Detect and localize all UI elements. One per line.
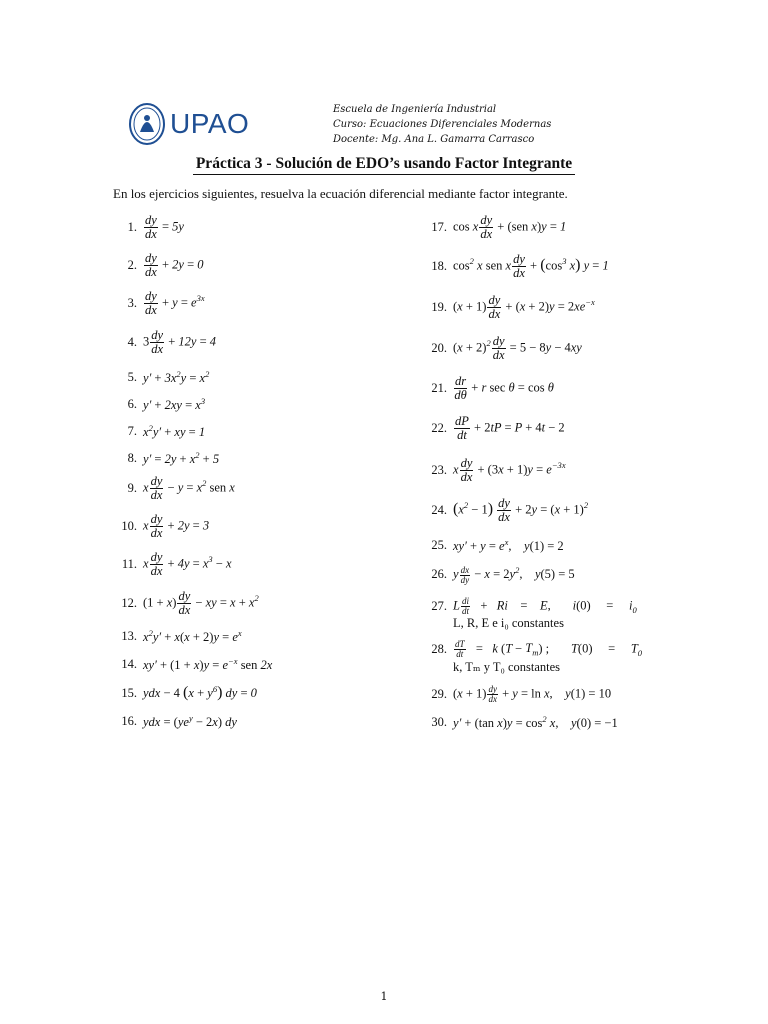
exercise-11: 11. x $\frac{dy}{dx}$ + $4y = x^3 - x$ <box>121 550 232 578</box>
page-title: Práctica 3 - Solución de EDO’s usando Factor Integrante <box>0 155 768 173</box>
exercise-25: 25. $xy' + y = e^x$, y(1) = 2 <box>431 537 564 554</box>
exercise-16: 16. ydx = $(ye^y - 2x)$ dy <box>121 713 237 730</box>
exercise-6: 6. $y' + 2xy = x^3$ <box>127 396 206 413</box>
exercise-8: 8. $y' = 2y + x^2 + 5$ <box>127 450 220 467</box>
exercise-22: 22. $\frac{dP}{dt}$ + 2tP = P + 4t − 2 <box>431 414 565 442</box>
exercise-13: 13. $x^2y' + x(x + 2)y = e^x$ <box>121 628 242 645</box>
exercise-27-constants: L, R, E e i₀ constantes <box>453 616 564 630</box>
exercise-29: 29. (x + 1) $\frac{dy}{dx}$ + y = ln x, y(1) = 10 <box>431 684 612 704</box>
exercise-21: 21. $\frac{dr}{d\theta}$ + r sec θ = cos θ <box>431 374 554 402</box>
exercise-7: 7. $x^2y'$ + xy = 1 <box>127 423 206 440</box>
header-info <box>333 102 551 147</box>
exercise-23: 23. x $\frac{dy}{dx}$ + $(3x + 1)y = e^{-3x}$ <box>431 456 566 484</box>
university-seal-icon <box>128 102 168 146</box>
upao-logo <box>128 102 249 146</box>
exercise-15: 15. ydx − 4 $(x + y^6)$ dy = 0 <box>121 684 257 702</box>
exercise-9: 9. x $\frac{dy}{dx}$ − $y = x^2$ sen x <box>127 474 235 502</box>
school-name: Escuela de Ingeniería Industrial <box>333 104 497 115</box>
exercise-1: 1. $\frac{dy}{dx}$ = 5y <box>127 213 184 241</box>
exercise-28: 28. $\frac{dT}{dt}$ = k $(T - T_m)$ ; T(0) = $T_0$ k, Tₘ y T₀ constantes <box>431 639 643 674</box>
page-number: 1 <box>380 990 388 1003</box>
exercise-19: 19. (x + 1) $\frac{dy}{dx}$ + $(x + 2)y = 2xe^{-x}$ <box>431 293 595 321</box>
exercise-14: 14. $xy' + (1 + x)y = e^{-x}$ sen 2x <box>121 656 273 673</box>
course-name: Curso: Ecuaciones Diferenciales Modernas <box>333 119 552 130</box>
exercise-20: 20. $(x + 2)^2$ $\frac{dy}{dx}$ = 5 − 8y − 4xy <box>431 334 582 362</box>
exercise-30: 30. y′ + (tan $x)y = \cos^2 x$, y(0) = −1 <box>431 714 618 731</box>
instructions: En los ejercicios siguientes, resuelva la ecuación diferencial mediante factor integrante. <box>113 186 568 201</box>
exercise-5: 5. $y' + 3x^2y = x^2$ <box>127 369 210 386</box>
logo-text: UPAO <box>170 108 250 139</box>
exercise-2: 2. $\frac{dy}{dx}$ + 2y = 0 <box>127 251 204 279</box>
teacher-name: Docente: Mg. Ana L. Gamarra Carrasco <box>333 134 535 145</box>
exercise-10: 10. x $\frac{dy}{dx}$ + 2y = 3 <box>121 512 210 540</box>
exercise-28-constants: k, Tₘ y T₀ constantes <box>453 660 561 674</box>
exercise-24: 24. $(x^2 - 1)$ $\frac{dy}{dx}$ + $2y = (x + 1)^2$ <box>431 496 589 524</box>
exercise-27: 27. L $\frac{di}{dt}$ + Ri = E, i(0) = $i_0$ L, R, E e i₀ constantes <box>431 596 637 630</box>
exercise-3: 3. $\frac{dy}{dx}$ + $y = e^{3x}$ <box>127 289 205 317</box>
exercise-17: 17. cos x $\frac{dy}{dx}$ + (sen x)y = 1 <box>431 213 567 241</box>
exercise-12: 12. (1 + x) $\frac{dy}{dx}$ − xy = $x + x^2$ <box>121 589 259 617</box>
exercise-4: 4. 3 $\frac{dy}{dx}$ + 12y = 4 <box>127 328 216 356</box>
exercise-18: 18. $\cos^2 x$ sen x $\frac{dy}{dx}$ + ($\cos^3$ x) y = 1 <box>431 252 609 280</box>
exercise-26: 26. y $\frac{dx}{dy}$ − $x = 2y^2$, y(5) = 5 <box>431 564 575 585</box>
